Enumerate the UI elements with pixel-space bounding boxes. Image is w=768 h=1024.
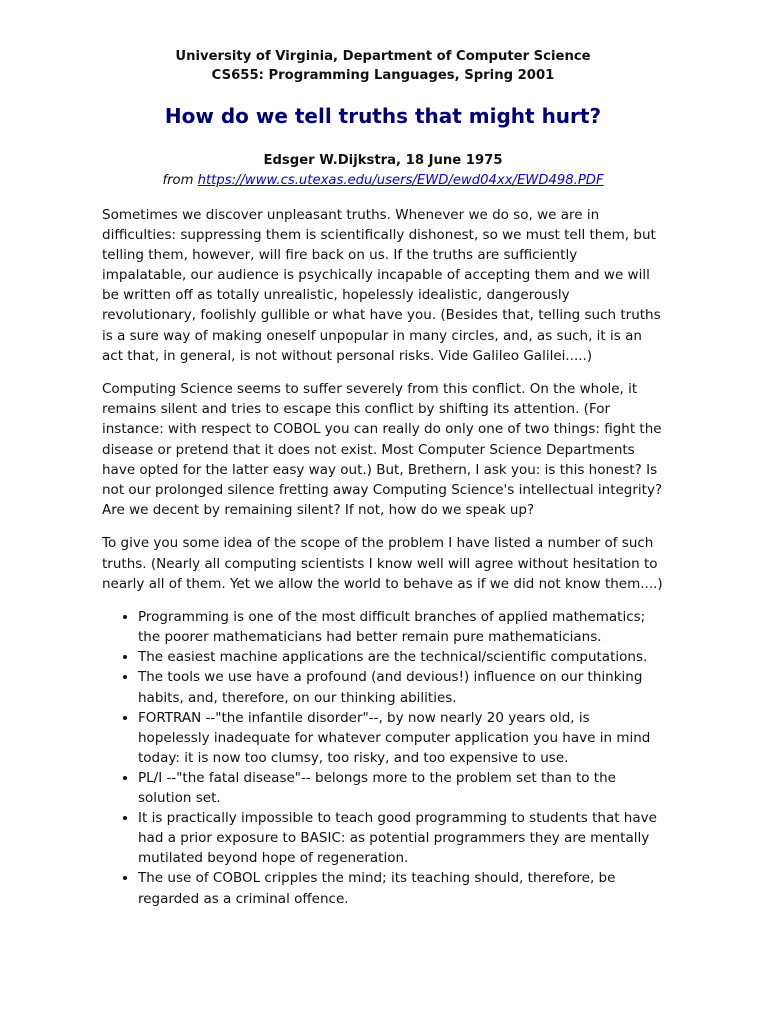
- page-title: How do we tell truths that might hurt?: [164, 104, 602, 128]
- source-link[interactable]: https://www.cs.utexas.edu/users/EWD/ewd04xx/EWD498.PDF: [197, 173, 604, 188]
- source-line: [102, 171, 664, 191]
- list-item: • PL/I --"the fatal disease"-- belongs more to the problem set than to the solution set.: [138, 768, 664, 808]
- paragraph: To give you some idea of the scope of the problem I have listed a number of such truths. (Nearly all computing scientists I know well will agree without hesitation to nearly all of them. Yet we allow the world to behave as if we did not know them....): [102, 535, 663, 592]
- byline: [102, 151, 664, 191]
- list-item: • The use of COBOL cripples the mind; its teaching should, therefore, be regarded as a criminal offence.: [138, 868, 664, 908]
- header-course: CS655: Programming Languages, Spring 2001: [211, 68, 555, 83]
- list-item: • The easiest machine applications are the technical/scientific computations.: [138, 647, 664, 667]
- list-item: • The tools we use have a profound (and devious!) influence on our thinking habits, and, therefore, on our thinking abilities.: [138, 667, 664, 707]
- article-body: [102, 205, 664, 594]
- author-date: Edsger W.Dijkstra, 18 June 1975: [263, 153, 503, 168]
- list-item: • FORTRAN --"the infantile disorder"--, by now nearly 20 years old, is hopelessly inadequate for whatever computer application you have in mind today: it is now too clumsy, too risky, and too expensive to use.: [138, 708, 664, 768]
- truths-list: [102, 607, 664, 908]
- header-university: University of Virginia, Department of Computer Science: [175, 49, 591, 64]
- paragraph: Computing Science seems to suffer severely from this conflict. On the whole, it remains silent and tries to escape this conflict by shifting its attention. (For instance: with respect to COBOL you can really do only one of two things: fight the disease or pretend that it does not exist. Most Computer Science Departments have opted for the latter easy way out.) But, Brethern, I ask you: is this honest? Is not our prolonged silence fretting away Computing Science's intellectual integrity? Are we decent by remaining silent? If not, how do we speak up?: [102, 381, 663, 518]
- from-label: from: [162, 173, 194, 188]
- list-item: • Programming is one of the most difficult branches of applied mathematics; the poorer mathematicians had better remain pure mathematicians.: [138, 607, 664, 647]
- list-item: • It is practically impossible to teach good programming to students that have had a prior exposure to BASIC: as potential programmers they are mentally mutilated beyond hope of regeneration.: [138, 808, 664, 868]
- course-header: [102, 47, 664, 85]
- paragraph: Sometimes we discover unpleasant truths. Whenever we do so, we are in difficulties: suppressing them is scientifically dishonest, so we must tell them, but telling them, however, will fire back on us. If the truths are sufficiently impalatable, our audience is psychically incapable of accepting them and we will be written off as totally unrealistic, hopelessly idealistic, dangerously revolutionary, foolishly gullible or what have you. (Besides that, telling such truths is a sure way of making oneself unpopular in many circles, and, as such, it is an act that, in general, is not without personal risks. Vide Galileo Galilei.....): [102, 207, 661, 364]
